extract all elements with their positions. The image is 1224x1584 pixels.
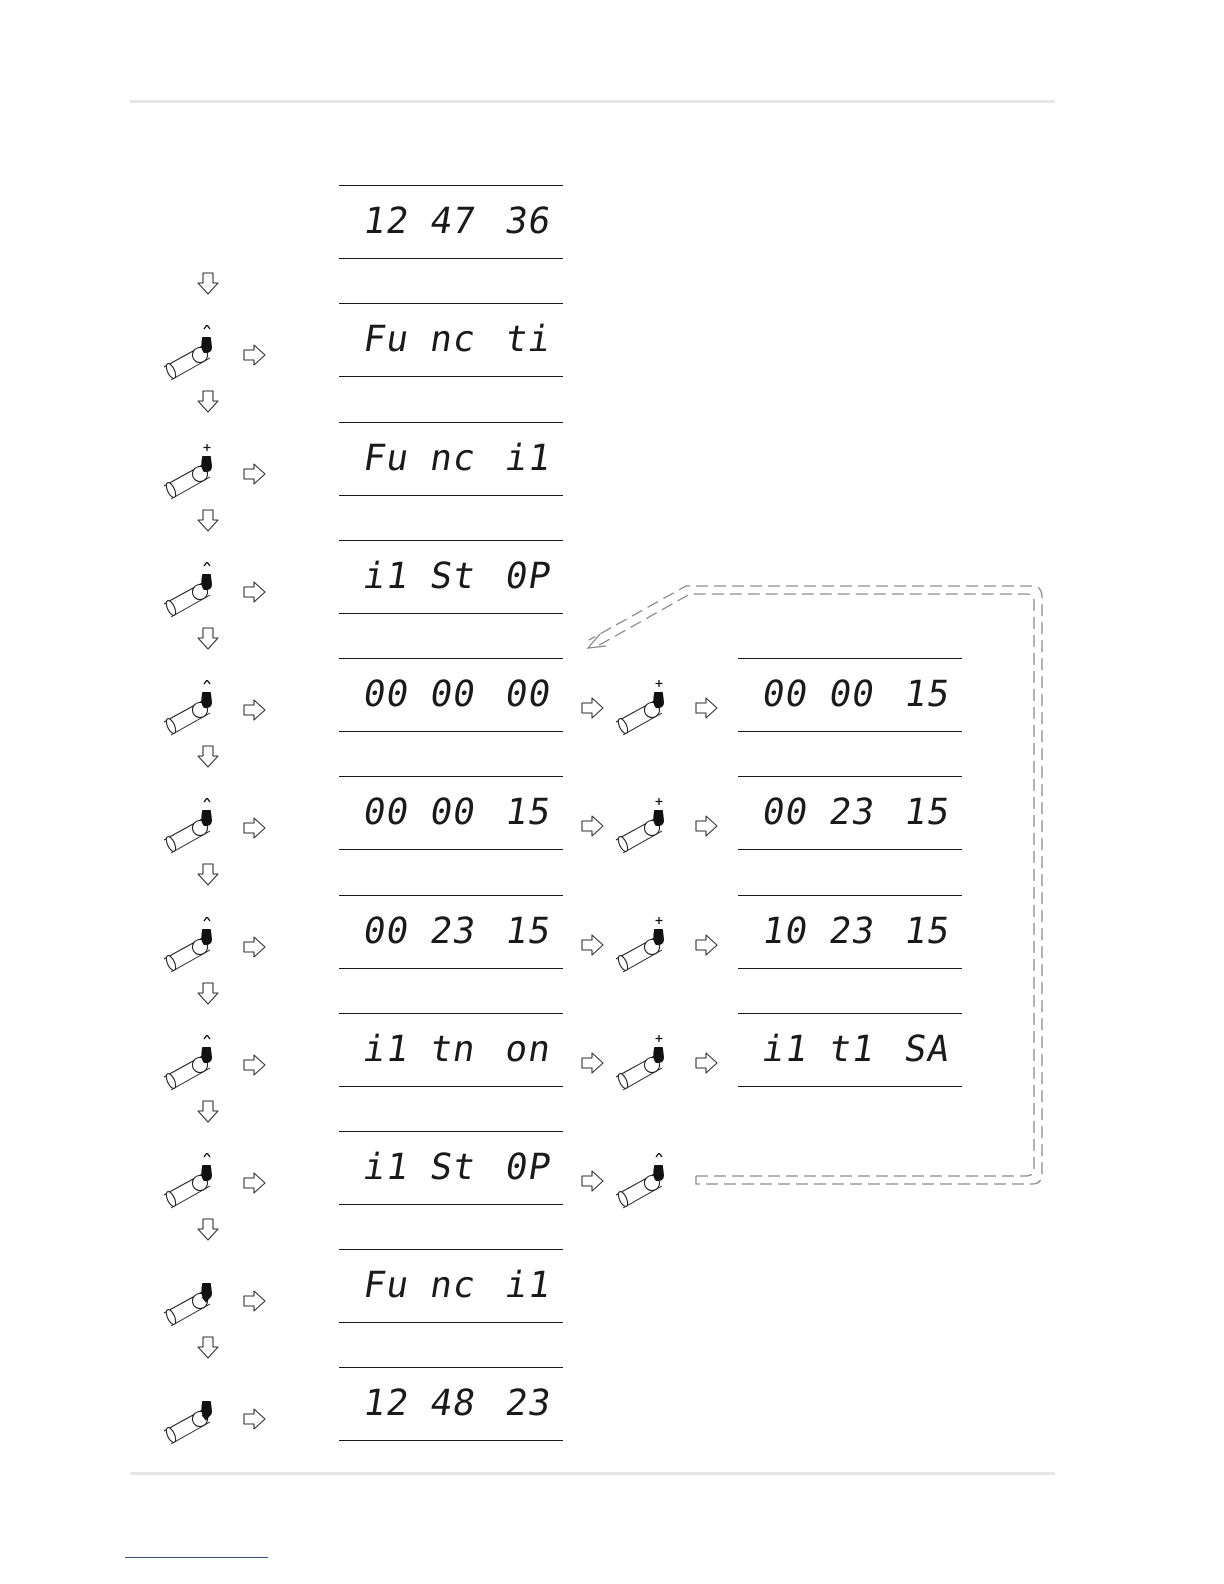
- display-digit-group: 15: [901, 792, 954, 833]
- display-digit-group: 47: [427, 201, 479, 242]
- display-digit-group: St: [427, 1147, 479, 1188]
- display-digit-group: i1: [360, 556, 413, 597]
- display-digit-group: 12: [360, 201, 413, 242]
- display-digit-group: SA: [901, 1029, 954, 1070]
- display-digit-group: 00: [360, 674, 413, 715]
- display-digit-group: 00: [502, 674, 555, 715]
- display-digit-group: i1: [502, 1265, 555, 1306]
- display-digit-group: ti: [502, 319, 555, 360]
- display-digit-group: 15: [502, 792, 555, 833]
- display-digit-group: 00: [360, 792, 413, 833]
- display-digit-group: 12: [360, 1383, 413, 1424]
- display-digit-group: i1: [360, 1147, 413, 1188]
- display-digit-group: t1: [826, 1029, 878, 1070]
- display-digit-group: 23: [826, 911, 878, 952]
- display-digit-group: 00: [759, 674, 812, 715]
- display-digit-group: 15: [502, 911, 555, 952]
- display-digit-group: 23: [427, 911, 479, 952]
- display-digit-group: i1: [502, 438, 555, 479]
- display-digit-group: 00: [759, 792, 812, 833]
- display-digit-group: 23: [826, 792, 878, 833]
- display-digit-group: 00: [826, 674, 878, 715]
- display-digit-group: 0P: [502, 556, 555, 597]
- display-digit-group: 0P: [502, 1147, 555, 1188]
- display-digit-group: St: [427, 556, 479, 597]
- display-digit-group: nc: [427, 1265, 479, 1306]
- display-digit-group: 00: [427, 792, 479, 833]
- display-digit-group: i1: [759, 1029, 812, 1070]
- display-digit-group: Fu: [360, 438, 413, 479]
- display-digit-group: i1: [360, 1029, 413, 1070]
- loop-arrowhead: [588, 634, 606, 648]
- display-digit-group: nc: [427, 438, 479, 479]
- display-digit-group: 48: [427, 1383, 479, 1424]
- dashed-return-arrow-icon: [589, 586, 1042, 1184]
- display-digit-group: tn: [427, 1029, 479, 1070]
- display-digit-group: 23: [502, 1383, 555, 1424]
- display-digit-group: 15: [901, 674, 954, 715]
- display-digit-group: 10: [759, 911, 812, 952]
- display-digit-group: on: [502, 1029, 555, 1070]
- display-digit-group: 00: [360, 911, 413, 952]
- display-digit-group: 00: [427, 674, 479, 715]
- display-digit-group: 36: [502, 201, 555, 242]
- display-digit-group: nc: [427, 319, 479, 360]
- display-digit-group: Fu: [360, 1265, 413, 1306]
- display-digit-group: 15: [901, 911, 954, 952]
- display-digit-group: Fu: [360, 319, 413, 360]
